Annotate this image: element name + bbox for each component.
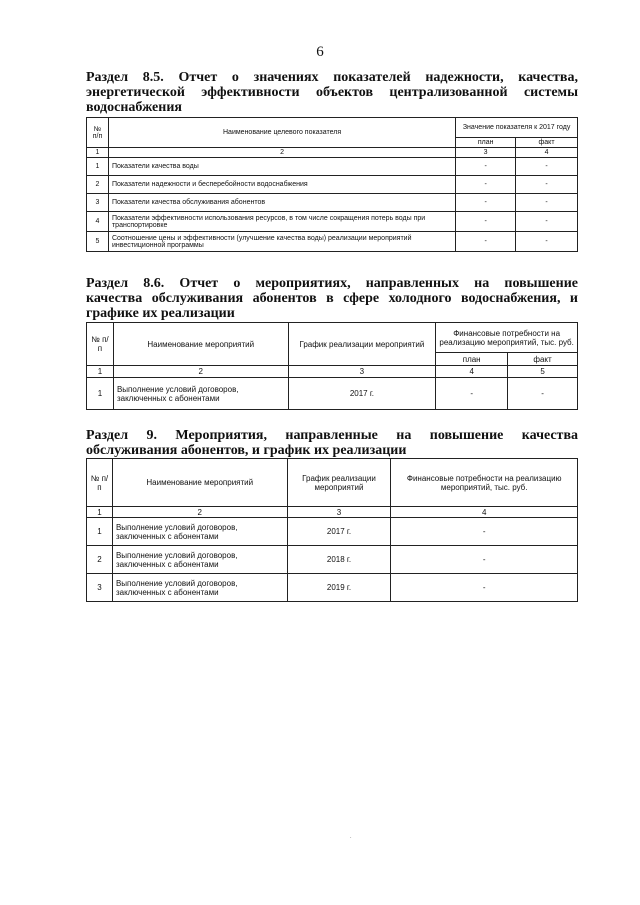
heading-line: энергетической эффективности объектов централизованной системы [86, 85, 578, 100]
heading-line: Раздел 8.6. Отчет о мероприятиях, направленных на повышение [86, 276, 578, 291]
col-number-cell: 4 [391, 507, 578, 518]
row-name: Выполнение условий договоров, заключенных с абонентами [113, 378, 288, 410]
row-plan: - [456, 232, 516, 252]
row-name: Выполнение условий договоров, заключенных с абонентами [112, 574, 287, 602]
header-plan: план [436, 353, 508, 366]
heading-line: качества обслуживания абонентов в сфере холодного водоснабжения, и [86, 291, 578, 306]
table-row [87, 194, 578, 212]
row-number: 5 [87, 232, 109, 252]
header-schedule: График реализации мероприятий [287, 459, 391, 507]
heading-line: обслуживания абонентов, и график их реализации [86, 443, 407, 458]
row-fact: - [516, 232, 578, 252]
page-number: 6 [316, 44, 324, 60]
header-indicator-name: Наименование целевого показателя [108, 118, 455, 148]
col-number-cell: 2 [113, 366, 288, 378]
table-8-5 [86, 117, 578, 252]
row-fact: - [516, 158, 578, 176]
row-name: Показатели эффективности использования ресурсов, в том числе сокращения потерь воды при транспортировке [108, 212, 455, 232]
col-number-cell: 3 [288, 366, 436, 378]
header-activity-name: Наименование мероприятий [112, 459, 287, 507]
row-number: 3 [87, 574, 113, 602]
col-number-cell: 3 [456, 148, 516, 158]
row-name: Соотношение цены и эффективности (улучшение качества воды) реализации мероприятий инвестиционной программы [108, 232, 455, 252]
section-9-heading [86, 428, 578, 458]
table-row [87, 518, 578, 546]
table-9 [86, 458, 578, 602]
col-number-cell: 1 [87, 507, 113, 518]
table-row [87, 232, 578, 252]
table-8-6 [86, 322, 578, 410]
heading-line: графике их реализации [86, 306, 235, 321]
row-finance: - [391, 518, 578, 546]
header-plan: план [456, 138, 516, 148]
header-finance: Финансовые потребности на реализацию мероприятий, тыс. руб. [391, 459, 578, 507]
row-number: 1 [87, 518, 113, 546]
row-schedule: 2019 г. [287, 574, 391, 602]
section-8-6-heading [86, 276, 578, 321]
section-8-5-heading [86, 70, 578, 115]
row-plan: - [436, 378, 508, 410]
row-schedule: 2018 г. [287, 546, 391, 574]
header-no: № п/п [87, 323, 114, 366]
header-activity-name: Наименование мероприятий [113, 323, 288, 366]
row-plan: - [456, 176, 516, 194]
col-number-cell: 1 [87, 148, 109, 158]
col-number-cell: 3 [287, 507, 391, 518]
row-finance: - [391, 546, 578, 574]
heading-line: Раздел 8.5. Отчет о значениях показателей надежности, качества, [86, 70, 578, 85]
col-number-cell: 1 [87, 366, 114, 378]
header-value-group: Значение показателя к 2017 году [456, 118, 578, 138]
table-row [87, 378, 578, 410]
row-finance: - [391, 574, 578, 602]
row-schedule: 2017 г. [287, 518, 391, 546]
row-plan: - [456, 194, 516, 212]
col-number-cell: 2 [108, 148, 455, 158]
row-number: 2 [87, 176, 109, 194]
row-name: Выполнение условий договоров, заключенных с абонентами [112, 546, 287, 574]
col-number-cell: 4 [436, 366, 508, 378]
row-name: Показатели качества воды [108, 158, 455, 176]
row-number: 3 [87, 194, 109, 212]
header-fact: факт [516, 138, 578, 148]
row-number: 4 [87, 212, 109, 232]
table-row [87, 158, 578, 176]
row-fact: - [516, 194, 578, 212]
header-fact: факт [508, 353, 578, 366]
table-row [87, 574, 578, 602]
row-name: Показатели надежности и бесперебойности водоснабжения [108, 176, 455, 194]
row-plan: - [456, 212, 516, 232]
row-fact: - [508, 378, 578, 410]
header-schedule: График реализации мероприятий [288, 323, 436, 366]
row-fact: - [516, 176, 578, 194]
header-finance: Финансовые потребности на реализацию мероприятий, тыс. руб. [436, 323, 578, 353]
header-no: № п/п [87, 459, 113, 507]
col-number-cell: 5 [508, 366, 578, 378]
table-row [87, 176, 578, 194]
row-number: 1 [87, 158, 109, 176]
footer-mark: . [350, 834, 352, 840]
row-number: 2 [87, 546, 113, 574]
row-name: Показатели качества обслуживания абонентов [108, 194, 455, 212]
row-schedule: 2017 г. [288, 378, 436, 410]
heading-line: водоснабжения [86, 100, 182, 115]
heading-line: Раздел 9. Мероприятия, направленные на повышение качества [86, 428, 578, 443]
table-row [87, 546, 578, 574]
table-row [87, 212, 578, 232]
col-number-cell: 2 [112, 507, 287, 518]
header-no: № п/п [87, 118, 109, 148]
row-name: Выполнение условий договоров, заключенных с абонентами [112, 518, 287, 546]
row-number: 1 [87, 378, 114, 410]
row-fact: - [516, 212, 578, 232]
row-plan: - [456, 158, 516, 176]
col-number-cell: 4 [516, 148, 578, 158]
